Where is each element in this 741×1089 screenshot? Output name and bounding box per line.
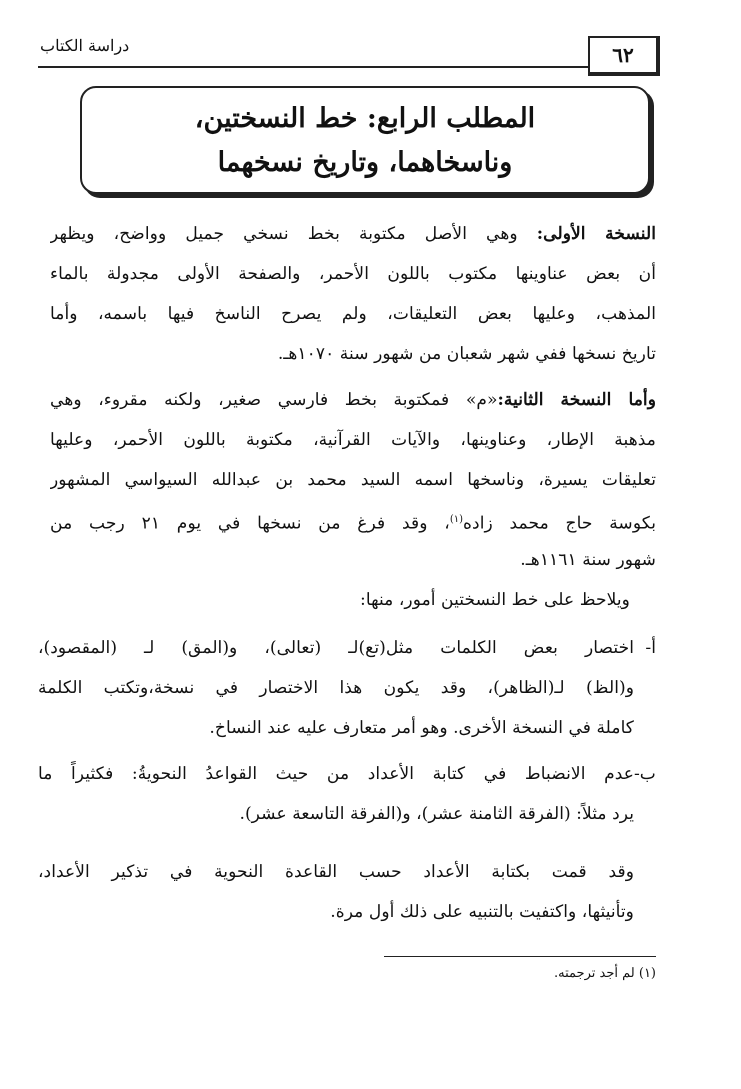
footnote-rule [384,956,656,957]
footnote-ref: (١) [449,514,464,525]
list-marker: أ- [645,638,656,658]
text-line: وقد قمت بكتابة الأعداد حسب القاعدة النحوية في تذكير الأعداد، [38,862,634,882]
section-title-line-2: وناسخاهما، وتاريخ نسخهما [217,147,513,178]
text-line: وتأنيثها، واكتفيت بالتنبيه على ذلك أول مرة. [330,902,634,922]
footnote: (١) لم أجد ترجمته. [554,966,656,981]
text-line: تعليقات يسيرة، وناسخها اسمه السيد محمد بن عبدالله السيواسي المشهور [50,470,656,490]
page-number: ٦٢ [588,36,660,76]
paragraph-second-copy [50,380,656,580]
running-title: دراسة الكتاب [40,36,130,55]
text-span: «م» فمكتوبة بخط فارسي صغير، ولكنه مقروء، وهي [50,390,498,410]
text-line: و(الظ) لـ(الظاهر)، وقد يكون هذا الاختصار في نسخة،وتكتب الكلمة [38,678,634,698]
text-span: اختصار بعض الكلمات مثل(تع)لـ (تعالى)، و(المق) لـ (المقصود)، [38,638,634,658]
text-line: ويلاحظ على خط النسختين أمور، منها: [360,590,630,610]
list-marker: ب- [634,764,656,784]
text-span: عدم الانضباط في كتابة الأعداد من حيث القواعدُ النحويةُ: فكثيراً ما [38,764,634,784]
paragraph-label: وأما النسخة الثانية: [497,390,656,410]
section-title-box [80,86,650,194]
text-line [38,628,656,668]
paragraph-first-copy [50,214,656,374]
text-line [38,754,656,794]
text-line: يرد مثلاً: (الفرقة الثامنة عشر)، و(الفرقة التاسعة عشر). [239,804,634,824]
text-line: كاملة في النسخة الأخرى. وهو أمر متعارف عليه عند النساخ. [209,718,634,738]
text-line [50,500,656,540]
text-line [50,380,656,420]
paragraph-label: النسخة الأولى: [536,224,656,244]
text-span: وهي الأصل مكتوبة بخط نسخي جميل وواضح، ويظهر [50,224,518,244]
text-span: ، وقد فرغ من نسخها في يوم ٢١ رجب من [50,513,450,534]
header-rule [38,66,620,68]
text-line: تاريخ نسخها ففي شهر شعبان من شهور سنة ١٠٧٠هـ. [277,344,656,364]
paragraph-numbers-note [38,852,656,932]
text-line: أن بعض عناوينها مكتوب باللون الأحمر، والصفحة الأولى مجدولة بالماء [50,264,656,284]
list-item-b [38,754,656,834]
text-line: شهور سنة ١١٦١هـ. [520,550,656,570]
paragraph-notes-intro [50,580,656,620]
list-item-a [38,628,656,748]
text-line: مذهبة الإطار، وعناوينها، والآيات القرآنية، مكتوبة باللون الأحمر، وعليها [50,430,656,450]
text-line [50,214,656,254]
text-line: المذهب، وعليها بعض التعليقات، ولم يصرح الناسخ فيها باسمه، وأما [50,304,656,324]
section-title-line-1: المطلب الرابع: خط النسختين، [194,103,536,134]
text-span: بكوسة حاج محمد زاده [463,513,656,534]
